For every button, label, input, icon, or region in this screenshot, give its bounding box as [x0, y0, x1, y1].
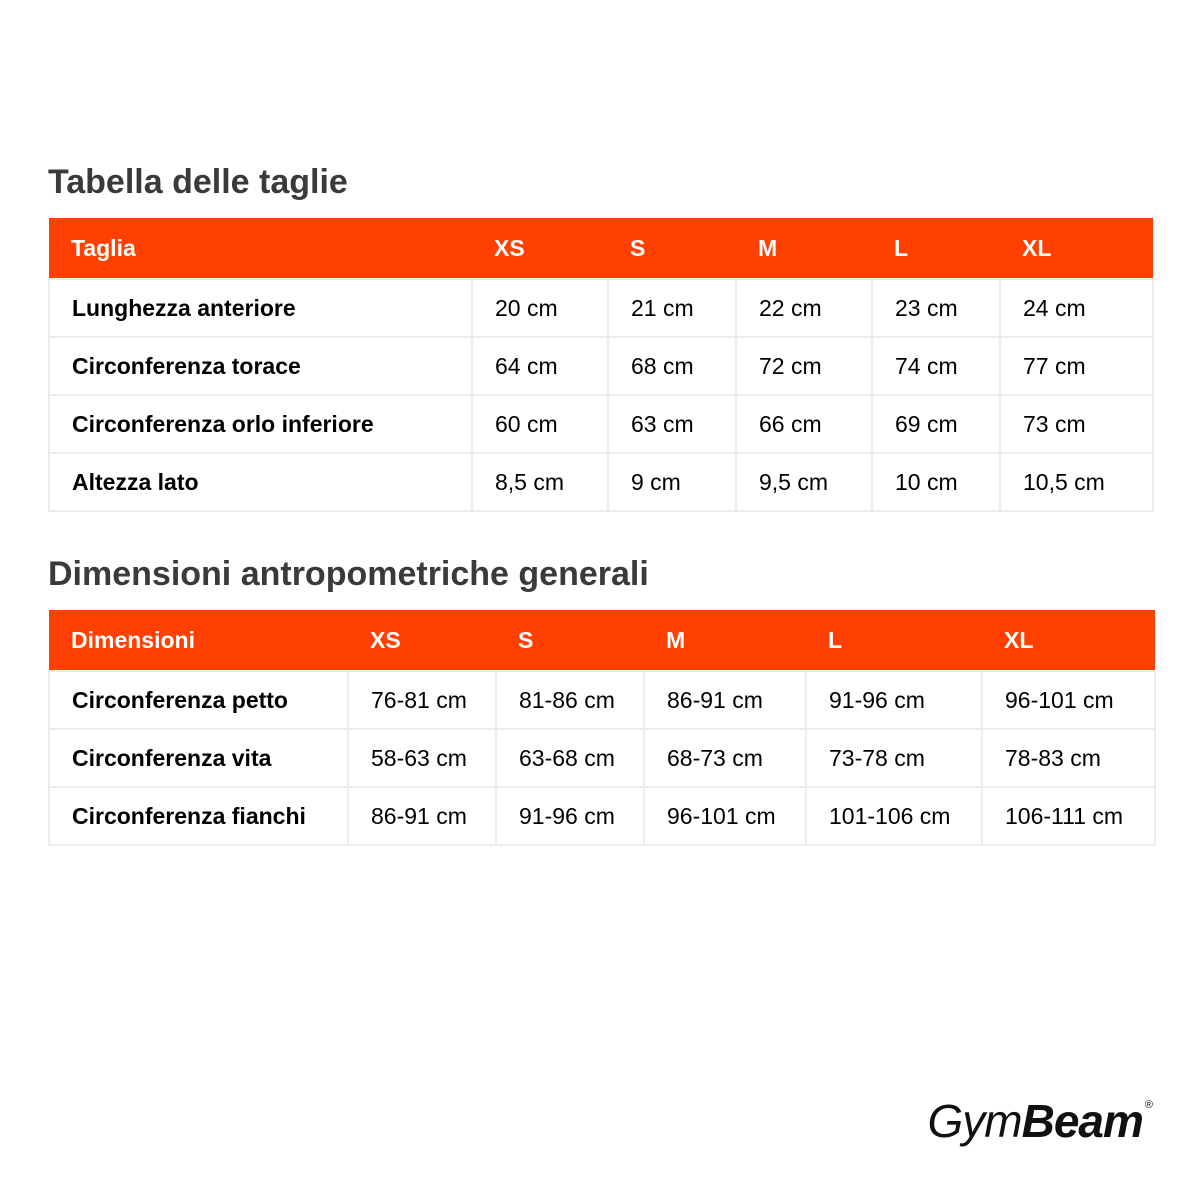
table-cell: 73-78 cm [806, 729, 982, 787]
size-chart-title: Tabella delle taglie [48, 163, 348, 201]
registered-mark-icon: ® [1144, 1099, 1152, 1111]
table-cell: 72 cm [736, 337, 872, 395]
table-cell: 69 cm [872, 395, 1000, 453]
row-label: Circonferenza petto [49, 671, 348, 729]
body-measurements-title: Dimensioni antropometriche generali [48, 555, 649, 593]
table-cell: 60 cm [472, 395, 608, 453]
table-cell: 106-111 cm [982, 787, 1155, 845]
row-label: Circonferenza fianchi [49, 787, 348, 845]
header-cell-m: M [644, 610, 806, 671]
table-cell: 8,5 cm [472, 453, 608, 511]
table-cell: 10 cm [872, 453, 1000, 511]
table-cell: 73 cm [1000, 395, 1153, 453]
table-cell: 24 cm [1000, 279, 1153, 337]
header-cell-xl: XL [982, 610, 1155, 671]
table-cell: 23 cm [872, 279, 1000, 337]
table-cell: 76-81 cm [348, 671, 496, 729]
header-cell-s: S [496, 610, 644, 671]
table-cell: 91-96 cm [806, 671, 982, 729]
gymbeam-logo [927, 1095, 1152, 1147]
header-cell-label: Taglia [49, 218, 472, 279]
table-cell: 91-96 cm [496, 787, 644, 845]
table-cell: 21 cm [608, 279, 736, 337]
table-row [49, 337, 1153, 395]
table-cell: 96-101 cm [982, 671, 1155, 729]
logo-text-gym: Gym [927, 1095, 1022, 1147]
body-measurements-table [48, 610, 1156, 846]
table-cell: 22 cm [736, 279, 872, 337]
header-cell-xs: XS [472, 218, 608, 279]
table-cell: 64 cm [472, 337, 608, 395]
table-cell: 68 cm [608, 337, 736, 395]
table-row [49, 279, 1153, 337]
table-header-row [49, 218, 1153, 279]
header-cell-m: M [736, 218, 872, 279]
table-cell: 63 cm [608, 395, 736, 453]
table-cell: 86-91 cm [644, 671, 806, 729]
logo-text-beam: Beam [1021, 1095, 1143, 1147]
table-row [49, 787, 1155, 845]
table-cell: 63-68 cm [496, 729, 644, 787]
header-cell-xl: XL [1000, 218, 1153, 279]
table-cell: 74 cm [872, 337, 1000, 395]
header-cell-label: Dimensioni [49, 610, 348, 671]
table-header-row [49, 610, 1155, 671]
table-cell: 78-83 cm [982, 729, 1155, 787]
row-label: Altezza lato [49, 453, 472, 511]
row-label: Circonferenza torace [49, 337, 472, 395]
table-cell: 77 cm [1000, 337, 1153, 395]
header-cell-xs: XS [348, 610, 496, 671]
row-label: Lunghezza anteriore [49, 279, 472, 337]
size-chart-table [48, 218, 1154, 512]
table-cell: 20 cm [472, 279, 608, 337]
table-row [49, 453, 1153, 511]
row-label: Circonferenza vita [49, 729, 348, 787]
table-cell: 86-91 cm [348, 787, 496, 845]
table-cell: 81-86 cm [496, 671, 644, 729]
header-cell-s: S [608, 218, 736, 279]
row-label: Circonferenza orlo inferiore [49, 395, 472, 453]
header-cell-l: L [806, 610, 982, 671]
table-cell: 68-73 cm [644, 729, 806, 787]
table-cell: 9 cm [608, 453, 736, 511]
table-cell: 66 cm [736, 395, 872, 453]
table-cell: 96-101 cm [644, 787, 806, 845]
table-row [49, 671, 1155, 729]
header-cell-l: L [872, 218, 1000, 279]
table-row [49, 729, 1155, 787]
table-cell: 9,5 cm [736, 453, 872, 511]
table-cell: 101-106 cm [806, 787, 982, 845]
table-cell: 58-63 cm [348, 729, 496, 787]
table-row [49, 395, 1153, 453]
table-cell: 10,5 cm [1000, 453, 1153, 511]
